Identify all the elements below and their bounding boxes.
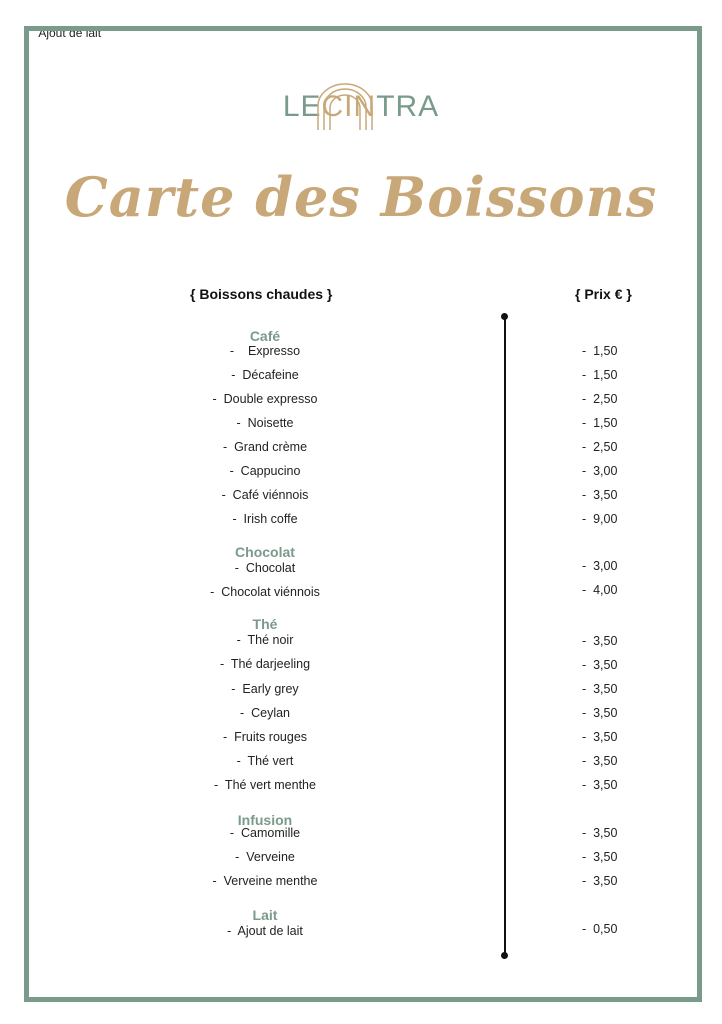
divider-line xyxy=(504,316,506,956)
menu-price: - 9,00 xyxy=(582,512,618,526)
menu-item: - Thé noir xyxy=(236,633,294,647)
menu-price: - 1,50 xyxy=(582,416,618,430)
menu-item: - Fruits rouges xyxy=(222,730,308,744)
menu-price: - 3,50 xyxy=(582,778,618,792)
logo-cin xyxy=(322,90,377,124)
menu-price: - 1,50 xyxy=(582,344,618,358)
menu-price: - 2,50 xyxy=(582,392,618,406)
menu-item: - Expresso xyxy=(229,344,301,358)
logo xyxy=(0,90,722,124)
menu-item: - Ceylan xyxy=(239,706,291,720)
menu-item: - Thé vert xyxy=(236,754,294,768)
top-note: - Ajout de lait xyxy=(25,26,102,40)
menu-price: - 0,50 xyxy=(582,922,618,936)
menu-price: - 3,50 xyxy=(582,488,618,502)
menu-price: - 3,50 xyxy=(582,730,618,744)
menu-item: - Verveine xyxy=(235,850,295,864)
menu-price: - 3,50 xyxy=(582,754,618,768)
logo-le: LE xyxy=(282,90,322,123)
menu-item: - Camomille xyxy=(229,826,301,840)
logo-tra: TRA xyxy=(376,90,440,123)
arch-icon xyxy=(312,82,378,130)
menu-item: - Thé darjeeling xyxy=(219,657,311,671)
category-infusion: Infusion xyxy=(237,812,293,828)
category-cafe: Café xyxy=(249,328,281,344)
menu-price: - 3,50 xyxy=(582,706,618,720)
column-header-price: { Prix € } xyxy=(575,286,632,302)
page-title: Carte des Boissons xyxy=(64,165,658,229)
menu-price: - 3,00 xyxy=(582,464,618,478)
menu-item: - Early grey xyxy=(231,682,299,696)
category-the: Thé xyxy=(252,616,278,632)
menu-item: - Décafeine xyxy=(231,368,299,382)
menu-price: - 3,50 xyxy=(582,826,618,840)
menu-item: - Cappucino xyxy=(229,464,301,478)
menu-item: - Café viénnois xyxy=(221,488,309,502)
divider-dot-top xyxy=(501,313,508,320)
divider-dot-bottom xyxy=(501,952,508,959)
menu-price: - 1,50 xyxy=(582,368,618,382)
menu-price: - 2,50 xyxy=(582,440,618,454)
category-chocolat: Chocolat xyxy=(235,544,295,560)
menu-item: - Double expresso xyxy=(212,392,318,406)
menu-price: - 3,50 xyxy=(582,658,618,672)
menu-item: - Grand crème xyxy=(222,440,308,454)
menu-item: - Ajout de lait xyxy=(227,924,303,938)
column-header-drinks: { Boissons chaudes } xyxy=(190,286,333,302)
menu-item: - Chocolat viénnois xyxy=(210,585,320,599)
menu-price: - 4,00 xyxy=(582,583,618,597)
menu-item: - Thé vert menthe xyxy=(214,778,316,792)
logo-cin-text: CIN xyxy=(321,90,377,123)
menu-item: - Chocolat xyxy=(234,561,296,575)
menu-price: - 3,50 xyxy=(582,634,618,648)
category-lait: Lait xyxy=(252,907,278,923)
menu-item: - Noisette xyxy=(236,416,294,430)
menu-price: - 3,50 xyxy=(582,850,618,864)
menu-item: - Irish coffe xyxy=(232,512,298,526)
menu-item: - Verveine menthe xyxy=(212,874,318,888)
menu-price: - 3,50 xyxy=(582,682,618,696)
menu-price: - 3,50 xyxy=(582,874,618,888)
menu-price: - 3,00 xyxy=(582,559,618,573)
